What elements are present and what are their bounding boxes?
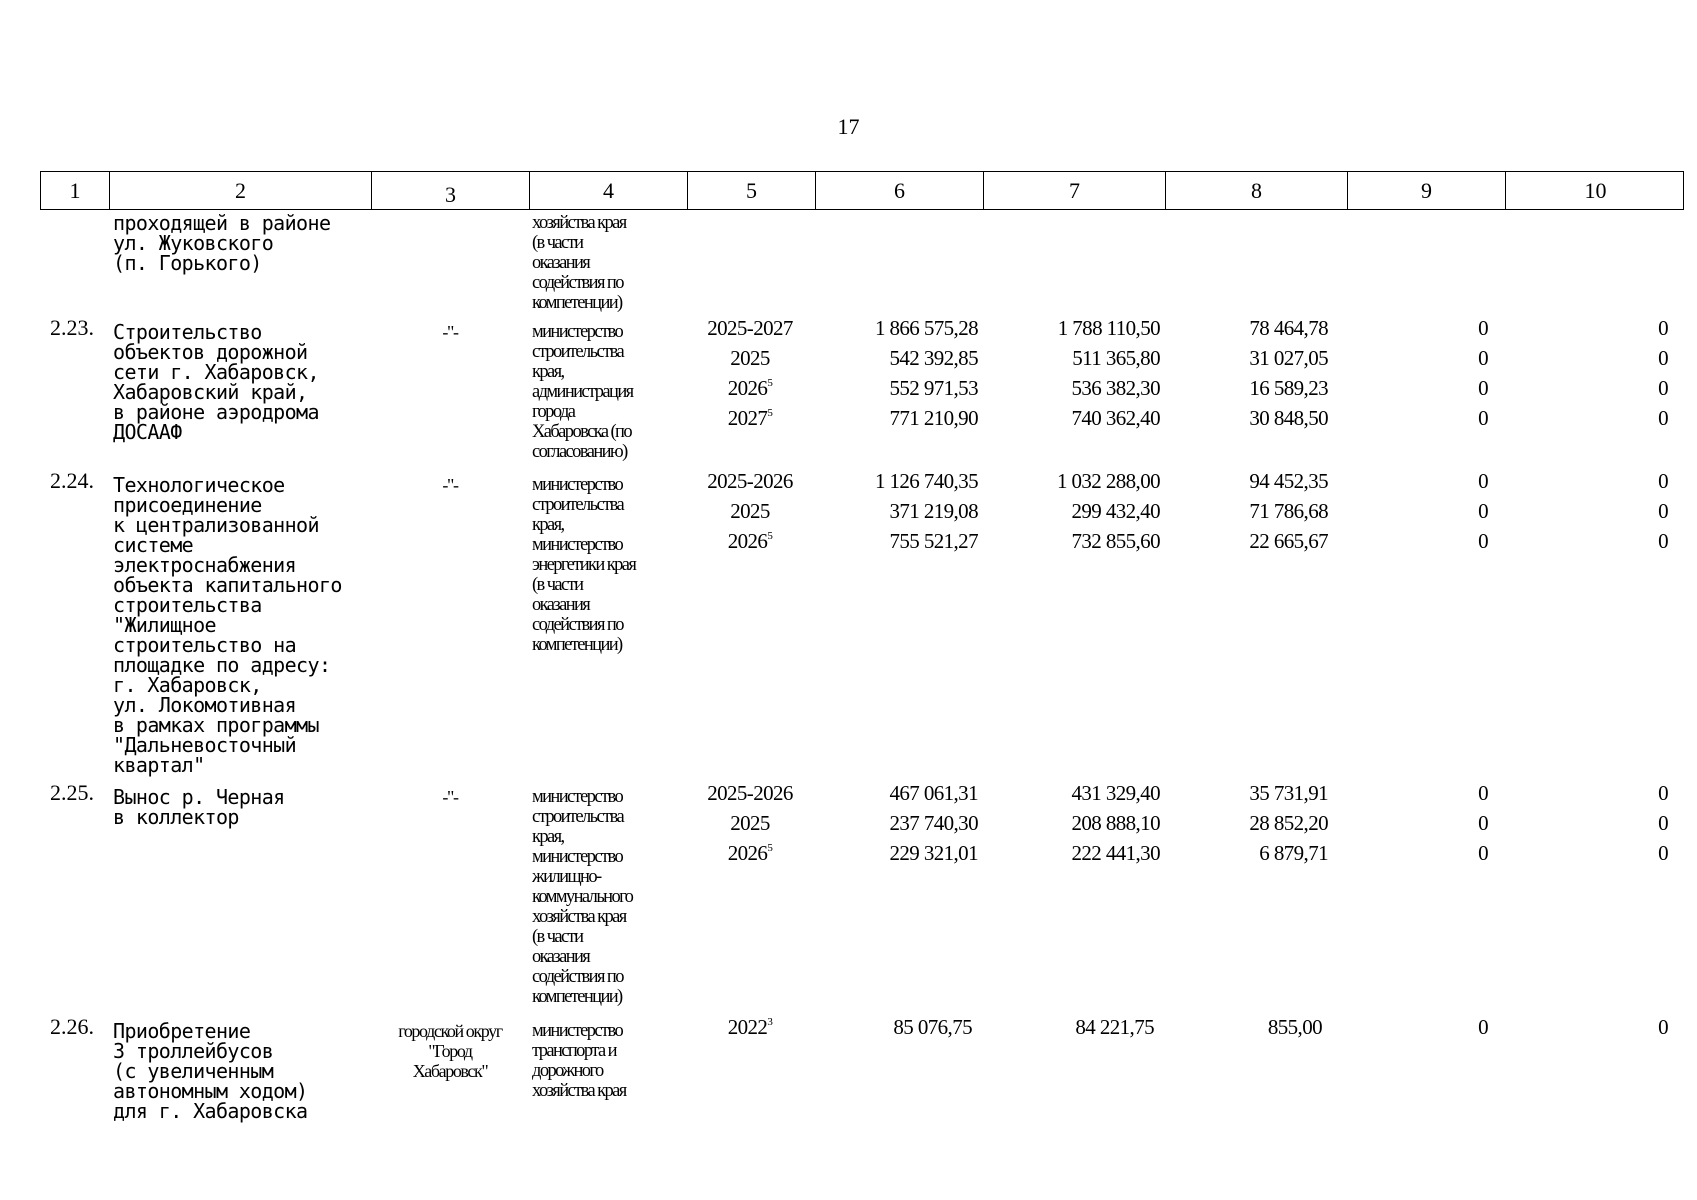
amount-reg: 28 852,20 bbox=[1249, 811, 1328, 835]
amount-other: 0 bbox=[1658, 529, 1668, 553]
footnote-marker: 5 bbox=[767, 377, 773, 389]
amount-reg: 22 665,67 bbox=[1249, 529, 1328, 553]
amount-reg: 855,00 bbox=[1267, 1015, 1322, 1039]
row-number: 2.25. bbox=[50, 780, 94, 805]
amount-total: 552 971,53 bbox=[889, 376, 978, 400]
amount-mun: 0 bbox=[1478, 469, 1488, 493]
amount-other: 0 bbox=[1658, 841, 1668, 865]
amount-total: 542 392,85 bbox=[889, 346, 978, 370]
amount-other: 0 bbox=[1658, 406, 1668, 430]
amount-other: 0 bbox=[1658, 811, 1668, 835]
column-header-7: 7 bbox=[983, 172, 1165, 209]
row-number: 2.24. bbox=[50, 468, 94, 493]
amount-other: 0 bbox=[1658, 346, 1668, 370]
row-executor: министерство строительства края, министерство жилищно- коммунального хозяйства края (в части оказания содействия по компетенции) bbox=[532, 787, 633, 1007]
amount-other: 0 bbox=[1658, 469, 1668, 493]
amount-other: 0 bbox=[1658, 316, 1668, 340]
column-header-2: 2 bbox=[109, 172, 371, 209]
amount-fed: 431 329,40 bbox=[1071, 781, 1160, 805]
period-value: 2026 bbox=[727, 841, 768, 865]
row-territory: -"- bbox=[442, 322, 458, 342]
amount-fed: 511 365,80 bbox=[1072, 346, 1160, 370]
period-value: 2025 bbox=[730, 499, 770, 523]
row-territory: -"- bbox=[442, 475, 458, 495]
column-header-row bbox=[40, 171, 1684, 210]
amount-total: 467 061,31 bbox=[889, 781, 978, 805]
amount-mun: 0 bbox=[1478, 376, 1488, 400]
amount-reg: 78 464,78 bbox=[1249, 316, 1328, 340]
row-executor: министерство транспорта и дорожного хозяйства края bbox=[532, 1021, 626, 1101]
period-value: 2027 bbox=[727, 406, 768, 430]
continuation-executor-text: хозяйства края (в части оказания содействия по компетенции) bbox=[532, 213, 626, 313]
column-header-3: 3 bbox=[371, 172, 529, 209]
amount-total: 229 321,01 bbox=[889, 841, 978, 865]
amount-total: 371 219,08 bbox=[889, 499, 978, 523]
amount-mun: 0 bbox=[1478, 316, 1488, 340]
amount-mun: 0 bbox=[1478, 781, 1488, 805]
amount-reg: 31 027,05 bbox=[1249, 346, 1328, 370]
amount-mun: 0 bbox=[1478, 529, 1488, 553]
period-value: 2022 bbox=[727, 1015, 768, 1039]
amount-total: 1 126 740,35 bbox=[874, 469, 978, 493]
amount-other: 0 bbox=[1658, 499, 1668, 523]
amount-total: 237 740,30 bbox=[889, 811, 978, 835]
amount-other: 0 bbox=[1658, 376, 1668, 400]
row-name: Приобретение 3 троллейбусов (с увеличенным автономным ходом) для г. Хабаровска bbox=[113, 1019, 308, 1123]
amount-fed: 208 888,10 bbox=[1071, 811, 1160, 835]
row-name: Технологическое присоединение к централизованной системе электроснабжения объекта капитального строительства "Жилищное строительство на площадке по адресу: г. Хабаровск, ул. Локомотивная в рамках программы "Дальневосточный квартал" bbox=[113, 473, 342, 777]
page-number: 17 bbox=[837, 114, 860, 139]
amount-mun: 0 bbox=[1478, 1015, 1488, 1039]
column-header-6: 6 bbox=[815, 172, 983, 209]
period-value: 2025-2026 bbox=[707, 781, 793, 805]
amount-mun: 0 bbox=[1478, 406, 1488, 430]
row-name: Строительство объектов дорожной сети г. Хабаровск, Хабаровский край, в районе аэродрома ДОСААФ bbox=[113, 320, 319, 444]
footnote-marker: 5 bbox=[767, 842, 773, 854]
row-territory: -"- bbox=[442, 787, 458, 807]
amount-total: 771 210,90 bbox=[889, 406, 978, 430]
amount-fed: 536 382,30 bbox=[1071, 376, 1160, 400]
column-header-10: 10 bbox=[1505, 172, 1685, 209]
amount-reg: 6 879,71 bbox=[1259, 841, 1328, 865]
amount-total: 1 866 575,28 bbox=[874, 316, 978, 340]
amount-total: 85 076,75 bbox=[893, 1015, 972, 1039]
amount-fed: 740 362,40 bbox=[1071, 406, 1160, 430]
amount-fed: 1 032 288,00 bbox=[1056, 469, 1160, 493]
amount-reg: 35 731,91 bbox=[1249, 781, 1328, 805]
period-value: 2026 bbox=[727, 376, 768, 400]
column-header-8: 8 bbox=[1165, 172, 1347, 209]
column-header-4: 4 bbox=[529, 172, 687, 209]
continuation-name-text: проходящей в районе ул. Жуковского (п. Горького) bbox=[113, 211, 331, 275]
amount-fed: 84 221,75 bbox=[1075, 1015, 1154, 1039]
amount-fed: 1 788 110,50 bbox=[1057, 316, 1160, 340]
amount-other: 0 bbox=[1658, 781, 1668, 805]
row-number: 2.26. bbox=[50, 1014, 94, 1039]
row-executor: министерство строительства края, администрация города Хабаровска (по согласованию) bbox=[532, 322, 633, 462]
column-header-9: 9 bbox=[1347, 172, 1505, 209]
period-value: 2025-2026 bbox=[707, 469, 793, 493]
amount-fed: 732 855,60 bbox=[1071, 529, 1160, 553]
amount-reg: 94 452,35 bbox=[1249, 469, 1328, 493]
amount-fed: 299 432,40 bbox=[1071, 499, 1160, 523]
row-number: 2.23. bbox=[50, 315, 94, 340]
column-header-1: 1 bbox=[69, 178, 81, 203]
period-value: 2025 bbox=[730, 811, 770, 835]
amount-reg: 71 786,68 bbox=[1249, 499, 1328, 523]
row-name: Вынос р. Черная в коллектор bbox=[113, 785, 285, 829]
amount-fed: 222 441,30 bbox=[1071, 841, 1160, 865]
footnote-marker: 3 bbox=[767, 1016, 773, 1028]
amount-reg: 16 589,23 bbox=[1249, 376, 1328, 400]
period-value: 2025-2027 bbox=[707, 316, 793, 340]
amount-total: 755 521,27 bbox=[889, 529, 978, 553]
footnote-marker: 5 bbox=[767, 407, 773, 419]
amount-mun: 0 bbox=[1478, 841, 1488, 865]
period-value: 2026 bbox=[727, 529, 768, 553]
period-value: 2025 bbox=[730, 346, 770, 370]
row-executor: министерство строительства края, министерство энергетики края (в части оказания содействия по компетенции) bbox=[532, 475, 636, 655]
column-header-5: 5 bbox=[687, 172, 815, 209]
amount-mun: 0 bbox=[1478, 499, 1488, 523]
amount-reg: 30 848,50 bbox=[1249, 406, 1328, 430]
amount-mun: 0 bbox=[1478, 346, 1488, 370]
amount-other: 0 bbox=[1658, 1015, 1668, 1039]
footnote-marker: 5 bbox=[767, 530, 773, 542]
amount-mun: 0 bbox=[1478, 811, 1488, 835]
row-territory: городской округ "Город Хабаровск" bbox=[398, 1021, 502, 1081]
